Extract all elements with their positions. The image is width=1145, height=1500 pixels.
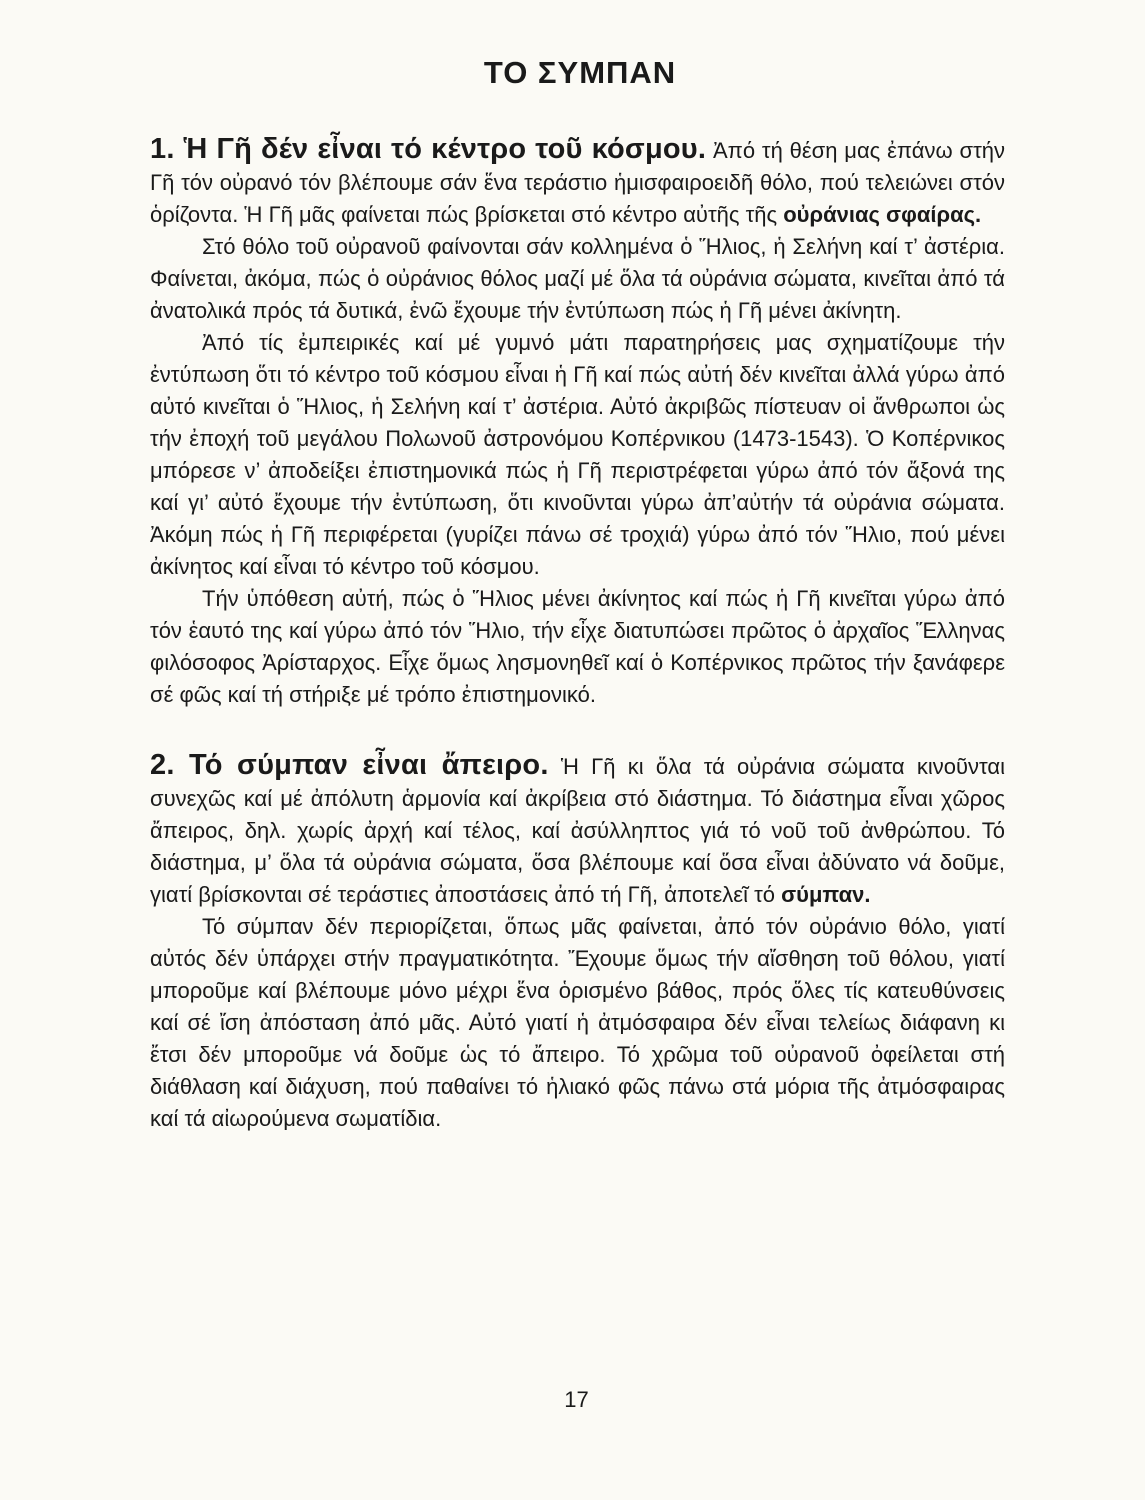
section-2-paragraph-1-text: Ἡ Γῆ κι ὅλα τά οὐράνια σώματα κινοῦνται συνεχῶς καί μέ ἀπόλυτη ἁρμονία καί ἀκρίβεια στό διάστημα. Τό διάστημα εἶναι χῶρος ἄπειρος, δηλ. χωρίς ἀρχή καί τέλος, καί ἀσύλληπτος γιά τό νοῦ τοῦ ἀνθρώπου. Τό διάστημα, μ’ ὅλα τά οὐράνια σώματα, ὅσα βλέπουμε καί ὅσα εἶναι ἀδύνατο νά δοῦμε, γιατί βρίσκονται σέ τεράστιες ἀποστάσεις ἀπό τή Γῆ, ἀποτελεῖ τό bbox=[150, 754, 1005, 907]
section-1-bold-term: οὐράνιας σφαίρας. bbox=[783, 202, 982, 227]
section-1-paragraph-2: Στό θόλο τοῦ οὐρανοῦ φαίνονται σάν κολλημένα ὁ Ἥλιος, ἡ Σελήνη καί τ’ ἀστέρια. Φαίνεται, ἀκόμα, πώς ὁ οὐράνιος θόλος μαζί μέ ὅλα τά οὐράνια σώματα, κινεῖται ἀπό τά ἀνατολικά πρός τά δυτικά, ἐνῶ ἔχουμε τήν ἐντύπωση πώς ἡ Γῆ μένει ἀκίνητη. bbox=[150, 234, 1005, 323]
page-number-text: 17 bbox=[564, 1387, 589, 1412]
section-1-paragraph-3: Ἀπό τίς ἐμπειρικές καί μέ γυμνό μάτι παρατηρήσεις μας σχηματίζουμε τήν ἐντύπωση ὅτι τό κέντρο τοῦ κόσμου εἶναι ἡ Γῆ καί πώς αὐτή δέν κινεῖται ἀλλά γύρω ἀπό αὐτό κινεῖται ὁ Ἥλιος, ἡ Σελήνη καί τ’ ἀστέρια. Αὐτό ἀκριβῶς πίστευαν οἱ ἄνθρωποι ὡς τήν ἐποχή τοῦ μεγάλου Πολωνοῦ ἀστρονόμου Κοπέρνικου (1473-1543). Ὁ Κοπέρνικος μπόρεσε ν’ ἀποδείξει ἐπιστημονικά πώς ἡ Γῆ περιστρέφεται γύρω ἀπό τόν ἄξονά της καί γι’ αὐτό ἔχουμε τήν ἐντύπωση, ὅτι κινοῦνται γύρω ἀπ’αὐτήν τά οὐράνια σώματα. Ἀκόμη πώς ἡ Γῆ περιφέρεται (γυρίζει πάνω σέ τροχιά) γύρω ἀπό τόν Ἥλιο, πού μένει ἀκίνητος καί εἶναι τό κέντρο τοῦ κόσμου. bbox=[150, 330, 1005, 579]
page-number bbox=[0, 1387, 1145, 1413]
section-2-paragraph-2: Τό σύμπαν δέν περιορίζεται, ὅπως μᾶς φαίνεται, ἀπό τόν οὐράνιο θόλο, γιατί αὐτός δέν ὑπάρχει στήν πραγματικότητα. Ἔχουμε ὅμως τήν αἴσθηση τοῦ θόλου, γιατί μποροῦμε καί βλέπουμε μόνο μέχρι ἕνα ὁρισμένο βάθος, πρός ὅλες τίς κατευθύνσεις καί σέ ἴση ἀπόσταση ἀπό μᾶς. Αὐτό γιατί ἡ ἀτμόσφαιρα δέν εἶναι τελείως διάφανη κι ἔτσι δέν μποροῦμε νά δοῦμε ὡς τό ἄπειρο. Τό χρῶμα τοῦ οὐρανοῦ ὀφείλεται στή διάθλαση καί διάχυση, πού παθαίνει τό ἡλιακό φῶς πάνω στά μόρια τῆς ἀτμόσφαιρας καί τά αἰωρούμενα σωματίδια. bbox=[150, 914, 1005, 1131]
section-2 bbox=[150, 749, 1005, 1135]
section-1 bbox=[150, 133, 1005, 711]
section-2-bold-term: σύμπαν. bbox=[781, 882, 871, 907]
section-1-paragraph-1-text: Ἀπό τή θέση μας ἐπάνω στήν Γῆ τόν οὐρανό τόν βλέπουμε σάν ἕνα τεράστιο ἡμισφαιροειδῆ θόλο, πού τελειώνει στόν ὁρίζοντα. Ἡ Γῆ μᾶς φαίνεται πώς βρίσκεται στό κέντρο αὐτῆς τῆς bbox=[150, 138, 1005, 227]
page-title: ΤΟ ΣΥΜΠΑΝ bbox=[483, 55, 677, 90]
section-1-heading: 1. Ἡ Γῆ δέν εἶναι τό κέντρο τοῦ κόσμου. bbox=[150, 133, 707, 165]
section-2-heading: 2. Τό σύμπαν εἶναι ἄπειρο. bbox=[150, 749, 549, 781]
section-1-paragraph-1 bbox=[150, 133, 1005, 231]
page bbox=[150, 55, 1005, 1135]
section-2-paragraph-1 bbox=[150, 749, 1005, 911]
section-1-paragraph-4: Τήν ὑπόθεση αὐτή, πώς ὁ Ἥλιος μένει ἀκίνητος καί πώς ἡ Γῆ κινεῖται γύρω ἀπό τόν ἑαυτό της καί γύρω ἀπό τόν Ἥλιο, τήν εἶχε διατυπώσει πρῶτος ὁ ἀρχαῖος Ἕλληνας φιλόσοφος Ἀρίσταρχος. Εἶχε ὅμως λησμονηθεῖ καί ὁ Κοπέρνικος πρῶτος τήν ξανάφερε σέ φῶς καί τή στήριξε μέ τρόπο ἐπιστημονικό. bbox=[150, 586, 1005, 707]
